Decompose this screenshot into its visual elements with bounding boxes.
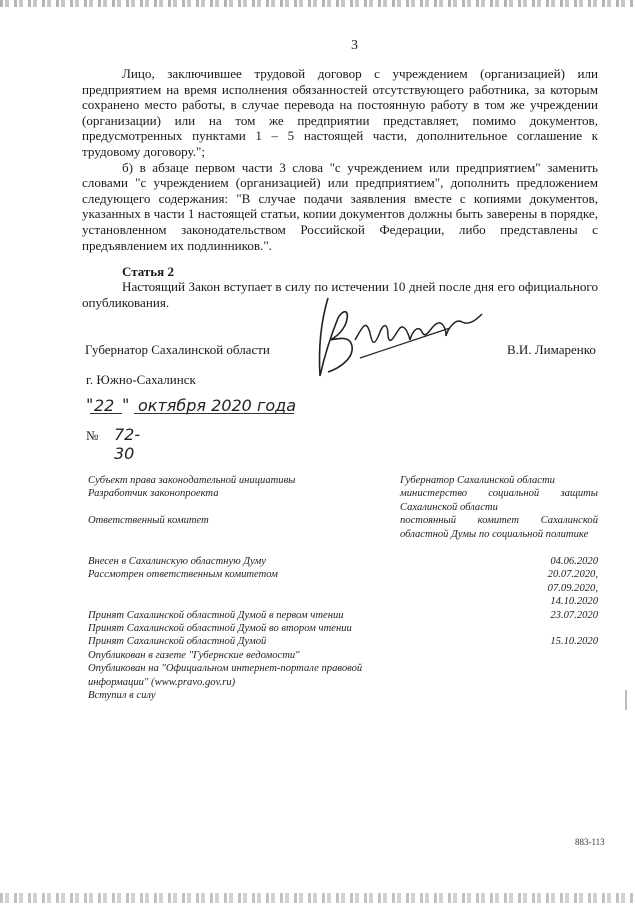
meta-value: постоянный комитет Сахалинской областной Думы по социальной политике — [400, 515, 598, 540]
history-label: Вступил в силу — [88, 689, 156, 701]
history-date: 23.07.2020 — [550, 609, 598, 621]
meta-label: Субъект права законодательной инициативы — [88, 475, 296, 486]
paragraph-2: б) в абзаце первом части 3 слова "с учреждением или предприятием" заменить словами "с учреждением (организацией) или предприятием", дополнить предложением следующего содержания: "В случае подачи заявления вместе с копиями документов, указанных в части 1 настоящей статьи, копии документов должны быть заверены в порядке, установленном законодательством Российской Федерации, либо представлены с предъявлением их подлинников.". — [82, 159, 598, 253]
history-dates — [480, 555, 598, 649]
handwritten-signature — [300, 288, 500, 388]
body-text — [82, 66, 598, 253]
city: г. Южно-Сахалинск — [86, 372, 196, 387]
history-date: 14.10.2020 — [550, 596, 598, 608]
meta-label: Разработчик законопроекта — [88, 488, 219, 500]
history-label — [88, 582, 408, 595]
history-date: 07.09.2020, — [547, 582, 598, 594]
history-label — [88, 595, 408, 608]
history-label: информации" (www.pravo.gov.ru) — [88, 676, 236, 688]
footer-code: 883-113 — [575, 837, 605, 847]
scan-artifact-bottom — [0, 893, 635, 903]
history-date: 15.10.2020 — [550, 636, 598, 648]
meta-label — [88, 501, 388, 514]
history-label: Принят Сахалинской областной Думой — [88, 636, 267, 648]
meta-label: Ответственный комитет — [88, 515, 209, 527]
law-number: 72-30 — [114, 425, 141, 463]
history-label: Рассмотрен ответственным комитетом — [88, 569, 278, 581]
meta-values — [400, 474, 598, 541]
history-label: Опубликован в газете "Губернские ведомости" — [88, 649, 300, 661]
meta-labels — [88, 474, 388, 528]
meta-value: министерство социальной защиты Сахалинской области — [400, 488, 598, 513]
governor-title: Губернатор Сахалинской области — [85, 342, 270, 357]
date-month-year: октября 2020 года — [138, 396, 296, 415]
history-labels — [88, 555, 408, 702]
history-date — [480, 622, 598, 635]
governor-name: В.И. Лимаренко — [507, 342, 596, 357]
page-number: 3 — [351, 38, 358, 53]
history-label: Принят Сахалинской областной Думой во втором чтении — [88, 622, 352, 634]
date-day: 22 — [94, 396, 115, 415]
history-date: 04.06.2020 — [550, 556, 598, 567]
history-label: Внесен в Сахалинскую областную Думу — [88, 556, 266, 567]
article-text: Настоящий Закон вступает в силу по истечении 10 дней после дня его официального опубликования. — [82, 279, 598, 310]
scan-artifact-top — [0, 0, 635, 7]
paragraph-1: Лицо, заключившее трудовой договор с учреждением (организацией) или предприятием на время исполнения обязанностей отсутствующего работника, за которым сохранено место работы, в случае перевода на постоянную работу в том же учреждении (организации) или на том же предприятии представляет, помимо документов, предусмотренных пунктами 1 – 5 настоящей части, дополнительное соглашение к трудовому договору."; — [82, 66, 598, 159]
history-date: 20.07.2020, — [547, 569, 598, 581]
law-number-line — [86, 425, 141, 463]
meta-value: Губернатор Сахалинской области — [400, 475, 555, 486]
article-title: Статья 2 — [122, 264, 174, 279]
history-label: Принят Сахалинской областной Думой в первом чтении — [88, 609, 344, 621]
history-label: Опубликован на "Официальном интернет-портале правовой — [88, 663, 363, 675]
number-sign: № — [86, 428, 99, 443]
scan-margin-mark — [625, 690, 627, 710]
